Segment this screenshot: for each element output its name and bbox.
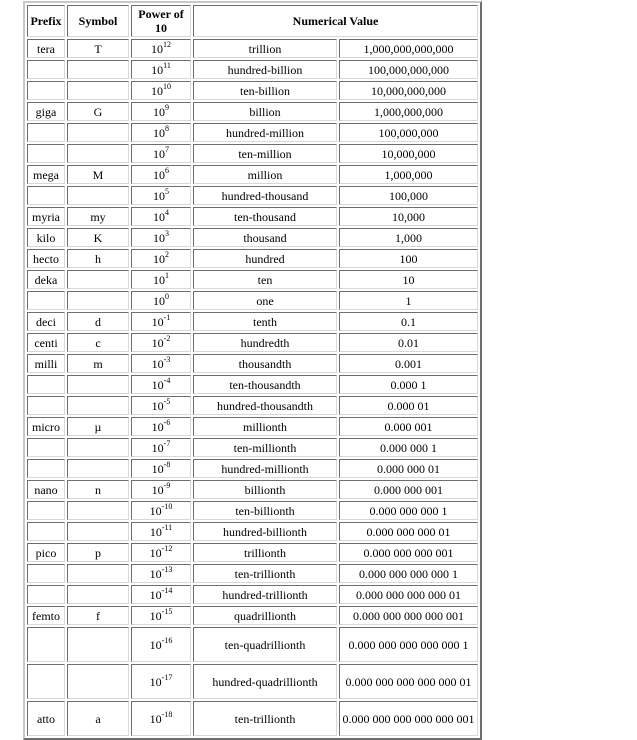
symbol-cell [67, 501, 129, 520]
header-prefix: Prefix [27, 5, 65, 37]
symbol-cell [67, 375, 129, 394]
name-cell: hundred-thousand [193, 186, 337, 205]
power-cell [131, 627, 191, 662]
name-cell: ten-billion [193, 81, 337, 100]
power-exponent: -9 [163, 480, 171, 490]
prefix-cell [27, 144, 65, 163]
table-row [27, 165, 478, 184]
power-cell [131, 375, 191, 394]
prefix-cell [27, 60, 65, 79]
prefix-cell: giga [27, 102, 65, 121]
symbol-cell: my [67, 207, 129, 226]
symbol-cell [67, 664, 129, 699]
symbol-cell: G [67, 102, 129, 121]
prefix-cell: nano [27, 480, 65, 499]
power-exponent: 10 [163, 81, 171, 91]
value-cell: 1,000,000 [339, 165, 478, 184]
prefix-cell [27, 291, 65, 310]
name-cell: billion [193, 102, 337, 121]
table-body [27, 39, 478, 736]
name-cell: millionth [193, 417, 337, 436]
table-row [27, 39, 478, 58]
power-exponent: 7 [165, 144, 169, 154]
name-cell: hundred-billionth [193, 522, 337, 541]
prefix-cell: myria [27, 207, 65, 226]
name-cell: ten-billionth [193, 501, 337, 520]
name-cell: ten [193, 270, 337, 289]
value-cell: 100,000,000,000 [339, 60, 478, 79]
name-cell: quadrillionth [193, 606, 337, 625]
power-base: 10 [151, 419, 164, 434]
header-symbol: Symbol [67, 5, 129, 37]
name-cell: thousand [193, 228, 337, 247]
symbol-cell: n [67, 480, 129, 499]
name-cell: hundredth [193, 333, 337, 352]
power-exponent: -5 [163, 396, 171, 406]
symbol-cell [67, 291, 129, 310]
power-base: 10 [153, 272, 165, 287]
prefix-cell: deka [27, 270, 65, 289]
prefix-cell [27, 522, 65, 541]
value-cell: 0.000 001 [339, 417, 478, 436]
power-exponent: -16 [161, 635, 173, 645]
name-cell: ten-trillionth [193, 564, 337, 583]
symbol-cell: m [67, 354, 129, 373]
name-cell: hundred-trillionth [193, 585, 337, 604]
value-cell: 0.000 000 000 001 [339, 543, 478, 562]
power-cell [131, 312, 191, 331]
power-cell [131, 123, 191, 142]
power-exponent: -1 [163, 312, 171, 322]
table-row [27, 459, 478, 478]
power-exponent: -3 [163, 354, 171, 364]
table-row [27, 501, 478, 520]
table-row [27, 480, 478, 499]
power-exponent: 12 [163, 39, 171, 49]
header-power: Power of 10 [131, 5, 191, 37]
prefix-cell [27, 81, 65, 100]
power-base: 10 [153, 251, 165, 266]
power-cell [131, 270, 191, 289]
si-prefix-table [25, 3, 480, 738]
value-cell: 0.000 000 000 1 [339, 501, 478, 520]
power-base: 10 [149, 566, 162, 581]
power-base: 10 [151, 41, 163, 56]
symbol-cell: K [67, 228, 129, 247]
symbol-cell: d [67, 312, 129, 331]
name-cell: million [193, 165, 337, 184]
power-cell [131, 186, 191, 205]
table-row [27, 312, 478, 331]
value-cell: 10,000 [339, 207, 478, 226]
power-base: 10 [149, 524, 162, 539]
prefix-cell [27, 664, 65, 699]
symbol-cell [67, 396, 129, 415]
value-cell: 0.000 000 000 000 1 [339, 564, 478, 583]
symbol-cell [67, 459, 129, 478]
power-base: 10 [153, 167, 165, 182]
power-base: 10 [149, 503, 162, 518]
prefix-cell: milli [27, 354, 65, 373]
value-cell: 100,000,000 [339, 123, 478, 142]
power-base: 10 [149, 711, 162, 726]
power-cell [131, 522, 191, 541]
power-base: 10 [149, 637, 162, 652]
table-row [27, 627, 478, 662]
value-cell: 100 [339, 249, 478, 268]
symbol-cell: a [67, 701, 129, 736]
power-cell [131, 564, 191, 583]
name-cell: trillionth [193, 543, 337, 562]
prefix-cell [27, 396, 65, 415]
power-cell [131, 354, 191, 373]
name-cell: hundred-quadrillionth [193, 664, 337, 699]
power-exponent: 0 [165, 291, 169, 301]
table-row [27, 123, 478, 142]
table-row [27, 543, 478, 562]
table-row [27, 144, 478, 163]
table-row [27, 333, 478, 352]
symbol-cell [67, 81, 129, 100]
table-row [27, 354, 478, 373]
prefix-cell [27, 627, 65, 662]
power-cell [131, 417, 191, 436]
power-exponent: -13 [161, 564, 173, 574]
prefix-cell: kilo [27, 228, 65, 247]
symbol-cell [67, 144, 129, 163]
power-base: 10 [151, 440, 164, 455]
power-base: 10 [151, 62, 164, 77]
power-base: 10 [153, 104, 165, 119]
table-row [27, 606, 478, 625]
power-base: 10 [151, 83, 163, 98]
power-base: 10 [153, 209, 165, 224]
power-exponent: 9 [165, 102, 169, 112]
prefix-cell [27, 585, 65, 604]
power-base: 10 [151, 482, 164, 497]
table-row [27, 249, 478, 268]
name-cell: hundred-millionth [193, 459, 337, 478]
prefix-cell: tera [27, 39, 65, 58]
symbol-cell: p [67, 543, 129, 562]
name-cell: ten-millionth [193, 438, 337, 457]
name-cell: ten-million [193, 144, 337, 163]
prefix-cell: femto [27, 606, 65, 625]
power-exponent: -10 [161, 501, 173, 511]
prefix-cell: micro [27, 417, 65, 436]
table-row [27, 664, 478, 699]
power-cell [131, 207, 191, 226]
table-row [27, 60, 478, 79]
power-cell [131, 459, 191, 478]
value-cell: 0.000 000 01 [339, 459, 478, 478]
symbol-cell [67, 123, 129, 142]
value-cell: 1,000,000,000 [339, 102, 478, 121]
value-cell: 0.000 000 1 [339, 438, 478, 457]
name-cell: trillion [193, 39, 337, 58]
table-row [27, 417, 478, 436]
name-cell: hundred [193, 249, 337, 268]
value-cell: 0.000 000 001 [339, 480, 478, 499]
symbol-cell [67, 60, 129, 79]
name-cell: tenth [193, 312, 337, 331]
table-row [27, 522, 478, 541]
value-cell: 0.001 [339, 354, 478, 373]
header-numerical-value: Numerical Value [193, 5, 478, 37]
prefix-cell: pico [27, 543, 65, 562]
value-cell: 0.000 000 000 000 000 001 [339, 701, 478, 736]
name-cell: hundred-billion [193, 60, 337, 79]
prefix-cell [27, 501, 65, 520]
power-cell [131, 81, 191, 100]
prefix-cell [27, 564, 65, 583]
power-base: 10 [151, 314, 164, 329]
power-base: 10 [151, 461, 164, 476]
power-base: 10 [151, 356, 164, 371]
value-cell: 0.000 1 [339, 375, 478, 394]
power-exponent: -18 [161, 709, 173, 719]
value-cell: 0.01 [339, 333, 478, 352]
power-cell [131, 333, 191, 352]
value-cell: 0.000 000 000 01 [339, 522, 478, 541]
power-base: 10 [149, 545, 162, 560]
power-exponent: 11 [163, 60, 171, 70]
power-base: 10 [149, 674, 162, 689]
name-cell: hundred-thousandth [193, 396, 337, 415]
symbol-cell: h [67, 249, 129, 268]
symbol-cell [67, 186, 129, 205]
table-row [27, 102, 478, 121]
power-cell [131, 102, 191, 121]
power-cell [131, 39, 191, 58]
power-exponent: -11 [161, 522, 173, 532]
power-base: 10 [151, 398, 164, 413]
value-cell: 1,000 [339, 228, 478, 247]
power-base: 10 [153, 188, 165, 203]
value-cell: 10 [339, 270, 478, 289]
table-row [27, 585, 478, 604]
power-cell [131, 701, 191, 736]
power-exponent: 4 [165, 207, 169, 217]
power-exponent: -15 [161, 606, 173, 616]
value-cell: 100,000 [339, 186, 478, 205]
power-exponent: -12 [161, 543, 173, 553]
power-cell [131, 480, 191, 499]
power-exponent: -8 [163, 459, 171, 469]
table-row [27, 396, 478, 415]
symbol-cell: f [67, 606, 129, 625]
symbol-cell [67, 270, 129, 289]
power-base: 10 [149, 608, 162, 623]
table-row [27, 291, 478, 310]
table-row [27, 207, 478, 226]
power-base: 10 [153, 125, 165, 140]
symbol-cell [67, 564, 129, 583]
power-exponent: 6 [165, 165, 169, 175]
power-exponent: 3 [165, 228, 169, 238]
power-base: 10 [149, 587, 162, 602]
power-cell [131, 249, 191, 268]
name-cell: ten-thousand [193, 207, 337, 226]
power-cell [131, 144, 191, 163]
symbol-cell [67, 522, 129, 541]
power-exponent: 1 [165, 270, 169, 280]
power-cell [131, 291, 191, 310]
prefix-cell [27, 123, 65, 142]
power-base: 10 [153, 146, 165, 161]
name-cell: ten-quadrillionth [193, 627, 337, 662]
value-cell: 1 [339, 291, 478, 310]
prefix-cell [27, 438, 65, 457]
prefix-table-frame [23, 1, 482, 740]
power-exponent: 2 [165, 249, 169, 259]
value-cell: 0.000 000 000 000 000 01 [339, 664, 478, 699]
power-exponent: -2 [163, 333, 171, 343]
table-row [27, 564, 478, 583]
symbol-cell: c [67, 333, 129, 352]
symbol-cell [67, 585, 129, 604]
name-cell: one [193, 291, 337, 310]
prefix-cell: mega [27, 165, 65, 184]
symbol-cell: µ [67, 417, 129, 436]
prefix-cell [27, 459, 65, 478]
power-base: 10 [153, 230, 165, 245]
power-cell [131, 543, 191, 562]
header-row [27, 5, 478, 37]
table-row [27, 438, 478, 457]
power-exponent: 5 [165, 186, 169, 196]
symbol-cell [67, 627, 129, 662]
power-base: 10 [153, 293, 165, 308]
power-cell [131, 228, 191, 247]
value-cell: 0.1 [339, 312, 478, 331]
table-row [27, 375, 478, 394]
prefix-cell: atto [27, 701, 65, 736]
name-cell: thousandth [193, 354, 337, 373]
name-cell: ten-trillionth [193, 701, 337, 736]
power-exponent: -14 [161, 585, 173, 595]
power-cell [131, 606, 191, 625]
power-cell [131, 585, 191, 604]
value-cell: 0.000 000 000 000 01 [339, 585, 478, 604]
symbol-cell [67, 438, 129, 457]
table-row [27, 81, 478, 100]
prefix-cell [27, 375, 65, 394]
power-cell [131, 165, 191, 184]
power-cell [131, 60, 191, 79]
value-cell: 10,000,000 [339, 144, 478, 163]
table-row [27, 186, 478, 205]
prefix-cell: deci [27, 312, 65, 331]
table-row [27, 701, 478, 736]
power-cell [131, 501, 191, 520]
power-exponent: -7 [163, 438, 171, 448]
value-cell: 0.000 000 000 000 000 1 [339, 627, 478, 662]
power-exponent: -4 [163, 375, 171, 385]
prefix-cell: hecto [27, 249, 65, 268]
power-base: 10 [151, 377, 164, 392]
value-cell: 1,000,000,000,000 [339, 39, 478, 58]
power-base: 10 [151, 335, 164, 350]
power-cell [131, 396, 191, 415]
prefix-cell: centi [27, 333, 65, 352]
prefix-cell [27, 186, 65, 205]
power-exponent: -6 [163, 417, 171, 427]
symbol-cell: M [67, 165, 129, 184]
table-row [27, 270, 478, 289]
symbol-cell: T [67, 39, 129, 58]
value-cell: 0.000 01 [339, 396, 478, 415]
name-cell: hundred-million [193, 123, 337, 142]
value-cell: 10,000,000,000 [339, 81, 478, 100]
name-cell: ten-thousandth [193, 375, 337, 394]
power-exponent: -17 [161, 672, 173, 682]
name-cell: billionth [193, 480, 337, 499]
table-row [27, 228, 478, 247]
power-cell [131, 664, 191, 699]
power-exponent: 8 [165, 123, 169, 133]
power-cell [131, 438, 191, 457]
value-cell: 0.000 000 000 000 001 [339, 606, 478, 625]
